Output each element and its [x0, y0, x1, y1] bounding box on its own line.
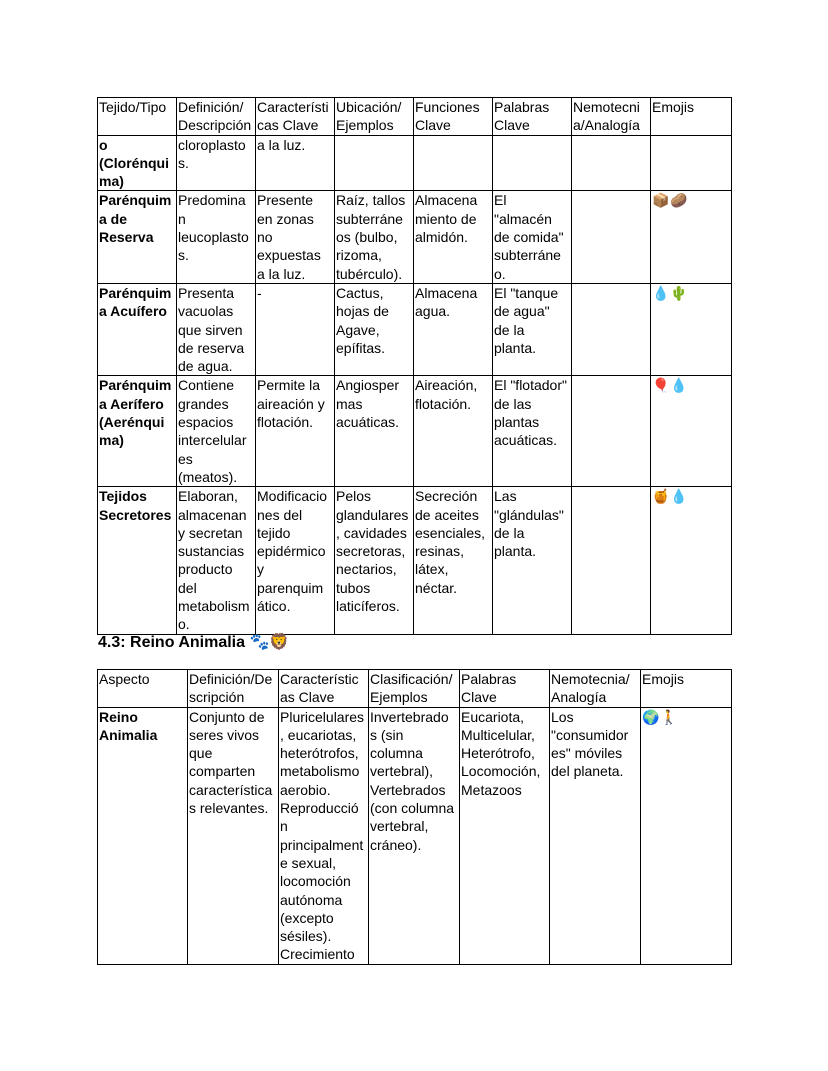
table-cell: Aireación, flotación.	[414, 376, 493, 487]
table-cell: Predomina n leucoplasto s.	[177, 191, 256, 283]
table-cell	[572, 283, 651, 375]
table-row	[98, 191, 732, 283]
table-cell: Secreción de aceites esenciales, resinas, látex, néctar.	[414, 487, 493, 634]
table-cell: Angiosper mas acuáticas.	[335, 376, 414, 487]
header-cell: Ubicación/ Ejemplos	[335, 98, 414, 136]
table-cell: Pelos glandulares , cavidades secretoras, nectarios, tubos laticíferos.	[335, 487, 414, 634]
tissue-name-cell: Parénquim a de Reserva	[98, 191, 177, 283]
table-cell: El "tanque de agua" de la planta.	[493, 283, 572, 375]
table-cell	[572, 191, 651, 283]
header-cell: Funciones Clave	[414, 98, 493, 136]
table-cell: Raíz, tallos subterráne os (bulbo, rizoma, tubérculo).	[335, 191, 414, 283]
table-cell: Eucariota, Multicelular, Heterótrofo, Locomoción, Metazoos	[460, 707, 550, 964]
emoji-cell: 🍯💧	[651, 487, 732, 634]
header-cell: Nemotecni a/Analogía	[572, 98, 651, 136]
tissue-name-cell: Parénquim a Aerífero (Aerénqui ma)	[98, 376, 177, 487]
table-cell: a la luz.	[256, 135, 335, 191]
table-row	[98, 135, 732, 191]
table-row	[98, 707, 732, 964]
table-cell: El "flotador" de las plantas acuáticas.	[493, 376, 572, 487]
table-header-row	[98, 98, 732, 136]
tissue-name-cell: Tejidos Secretores	[98, 487, 177, 634]
emoji-cell: 📦🥔	[651, 191, 732, 283]
plant-tissue-table	[97, 97, 732, 635]
emoji-cell: 🌍🚶	[641, 707, 732, 964]
emoji-cell: 🎈💧	[651, 376, 732, 487]
table-cell: cloroplasto s.	[177, 135, 256, 191]
tissue-name-cell: o (Clorénqui ma)	[98, 135, 177, 191]
table-cell	[335, 135, 414, 191]
header-cell: Emojis	[651, 98, 732, 136]
header-cell: Palabras Clave	[460, 670, 550, 708]
table-cell: Presente en zonas no expuestas a la luz.	[256, 191, 335, 283]
header-cell: Tejido/Tipo	[98, 98, 177, 136]
reino-animalia-table	[97, 669, 732, 965]
table-cell: El "almacén de comida" subterráne o.	[493, 191, 572, 283]
header-cell: Definición/De scripción	[188, 670, 279, 708]
table-cell: Invertebrado s (sin columna vertebral), Vertebrados (con columna vertebral, cráneo).	[369, 707, 460, 964]
table-row	[98, 283, 732, 375]
table-cell: Almacena agua.	[414, 283, 493, 375]
table-cell: Cactus, hojas de Agave, epífitas.	[335, 283, 414, 375]
header-cell: Definición/ Descripción	[177, 98, 256, 136]
header-cell: Palabras Clave	[493, 98, 572, 136]
table-cell: Contiene grandes espacios intercelular es (meatos).	[177, 376, 256, 487]
header-cell: Característi cas Clave	[256, 98, 335, 136]
table-row	[98, 487, 732, 634]
table-cell	[493, 135, 572, 191]
table-cell	[572, 376, 651, 487]
table-cell: Presenta vacuolas que sirven de reserva de agua.	[177, 283, 256, 375]
header-cell: Característic as Clave	[279, 670, 369, 708]
table-row	[98, 376, 732, 487]
header-cell: Aspecto	[98, 670, 188, 708]
emoji-cell: 💧🌵	[651, 283, 732, 375]
table-cell	[572, 487, 651, 634]
table-cell: Las "glándulas" de la planta.	[493, 487, 572, 634]
table-cell: Elaboran, almacenan y secretan sustancias producto del metabolism o.	[177, 487, 256, 634]
table-cell: Modificacio nes del tejido epidérmico y parenquim ático.	[256, 487, 335, 634]
emoji-cell	[651, 135, 732, 191]
table-cell: Almacena miento de almidón.	[414, 191, 493, 283]
table-cell	[572, 135, 651, 191]
aspect-name-cell: Reino Animalia	[98, 707, 188, 964]
header-cell: Nemotecnia/ Analogía	[550, 670, 641, 708]
table-cell: Permite la aireación y flotación.	[256, 376, 335, 487]
header-cell: Clasificación/ Ejemplos	[369, 670, 460, 708]
table-cell	[414, 135, 493, 191]
tissue-name-cell: Parénquim a Acuífero	[98, 283, 177, 375]
table-cell: -	[256, 283, 335, 375]
table-cell: Los "consumidor es" móviles del planeta.	[550, 707, 641, 964]
section-heading: 4.3: Reino Animalia 🐾🦁	[98, 634, 290, 651]
table-header-row	[98, 670, 732, 708]
table-cell: Pluricelulares , eucariotas, heterótrofos, metabolismo aerobio. Reproducció n principalment e sexual, locomoción autónoma (excepto sésiles). Crecimiento	[279, 707, 369, 964]
header-cell: Emojis	[641, 670, 732, 708]
table-cell: Conjunto de seres vivos que comparten característica s relevantes.	[188, 707, 279, 964]
